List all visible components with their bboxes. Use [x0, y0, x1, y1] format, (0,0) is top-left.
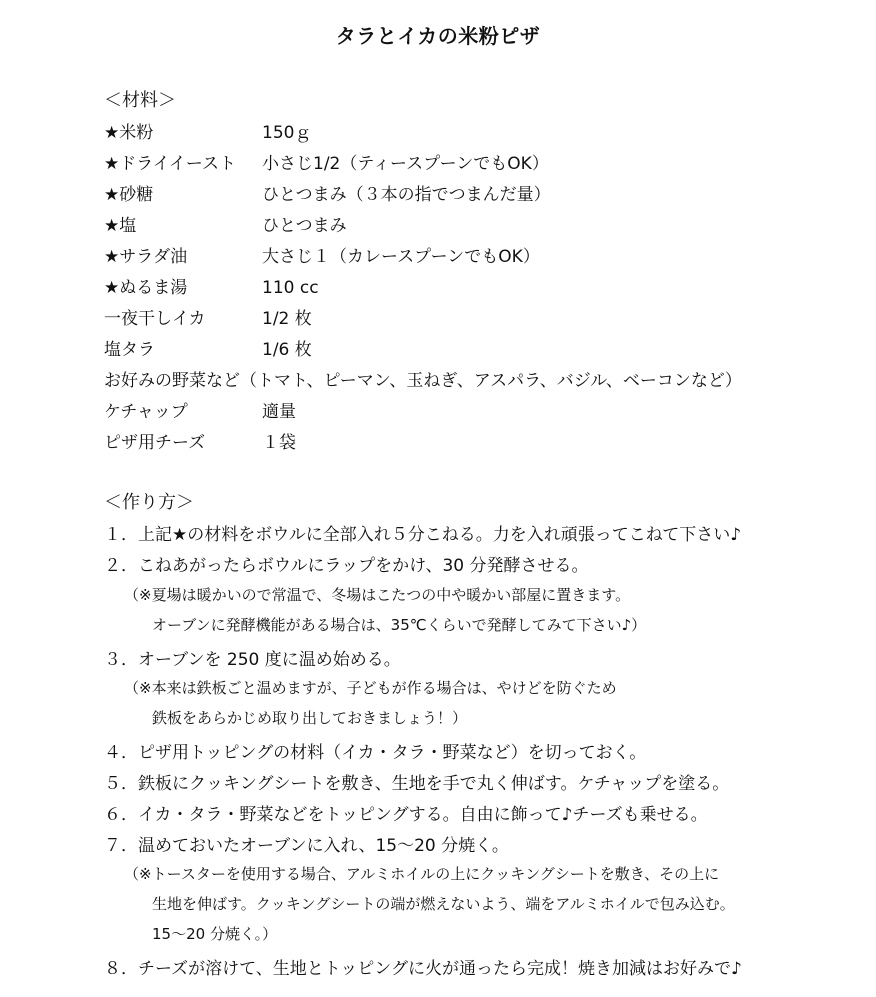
- ingredient-row: [104, 366, 742, 396]
- document-title: タラとイカの米粉ピザ: [335, 24, 541, 48]
- method-step: ７．温めておいたオーブンに入れ、15〜20 分焼く。: [104, 836, 509, 856]
- ingredient-amount: 110 cc: [262, 278, 319, 298]
- method-step: ２．こねあがったらボウルにラップをかけ、30 分発酵させる。: [104, 556, 589, 576]
- ingredient-row: [104, 242, 540, 272]
- ingredients-heading: ＜材料＞: [104, 90, 176, 111]
- ingredient-full-line: お好みの野菜など（トマト、ピーマン、玉ねぎ、アスパラ、バジル、ベーコンなど）: [104, 371, 742, 391]
- method-step: ５．鉄板にクッキングシートを敷き、生地を手で丸く伸ばす。ケチャップを塗る。: [104, 774, 730, 794]
- ingredient-row: [104, 149, 549, 179]
- step-note: （※夏場は暖かいので常温で、冬場はこたつの中や暖かい部屋に置きます。: [124, 586, 631, 604]
- ingredient-amount: 小さじ1/2（ティースプーンでもOK）: [262, 154, 549, 174]
- ingredient-amount: １袋: [262, 433, 296, 453]
- method-step: ８．チーズが溶けて、生地とトッピングに火が通ったら完成！焼き加減はお好みで♪: [104, 959, 742, 979]
- step-note: 15〜20 分焼く。）: [152, 925, 278, 943]
- ingredient-amount: 適量: [262, 402, 296, 422]
- step-note: 生地を伸ばす。クッキングシートの端が燃えないよう、端をアルミホイルで包み込む。: [152, 895, 735, 913]
- ingredient-row: [104, 335, 312, 365]
- ingredient-row: [104, 304, 312, 334]
- ingredient-row: [104, 397, 296, 427]
- ingredient-row: [104, 118, 311, 148]
- ingredient-row: [104, 428, 296, 458]
- ingredient-name: ★砂糖: [104, 185, 154, 205]
- ingredient-amount: ひとつまみ（３本の指でつまんだ量）: [262, 185, 551, 205]
- ingredient-amount: 大さじ１（カレースプーンでもOK）: [262, 247, 540, 267]
- ingredient-row: [104, 180, 551, 210]
- ingredient-name: ★米粉: [104, 123, 154, 143]
- step-note: （※トースターを使用する場合、アルミホイルの上にクッキングシートを敷き、その上に: [124, 865, 720, 883]
- ingredient-amount: 150ｇ: [262, 123, 312, 143]
- method-step: ６．イカ・タラ・野菜などをトッピングする。自由に飾って♪チーズも乗せる。: [104, 805, 708, 825]
- ingredient-amount: 1/2 枚: [262, 309, 312, 329]
- ingredient-row: [104, 211, 347, 241]
- step-note: 鉄板をあらかじめ取り出しておきましょう！）: [152, 709, 468, 727]
- method-step: ４．ピザ用トッピングの材料（イカ・タラ・野菜など）を切っておく。: [104, 743, 647, 763]
- ingredient-name: 一夜干しイカ: [104, 309, 206, 329]
- ingredient-name: ★サラダ油: [104, 247, 188, 267]
- method-heading: ＜作り方＞: [104, 492, 194, 513]
- step-note: オーブンに発酵機能がある場合は、35℃くらいで発酵してみて下さい♪）: [152, 616, 647, 634]
- step-note: （※本来は鉄板ごと温めますが、子どもが作る場合は、やけどを防ぐため: [124, 679, 617, 697]
- method-step: １．上記★の材料をボウルに全部入れ５分こねる。力を入れ頑張ってこねて下さい♪: [104, 525, 742, 545]
- ingredient-name: ★ドライイースト: [104, 154, 237, 174]
- ingredient-amount: 1/6 枚: [262, 340, 312, 360]
- ingredient-amount: ひとつまみ: [262, 216, 347, 236]
- ingredient-row: [104, 273, 319, 303]
- ingredient-name: ピザ用チーズ: [104, 433, 206, 453]
- ingredient-name: 塩タラ: [104, 340, 155, 360]
- ingredient-name: ★塩: [104, 216, 137, 236]
- method-step: ３．オーブンを 250 度に温め始める。: [104, 650, 401, 670]
- ingredient-name: ★ぬるま湯: [104, 278, 188, 298]
- ingredient-name: ケチャップ: [104, 402, 188, 422]
